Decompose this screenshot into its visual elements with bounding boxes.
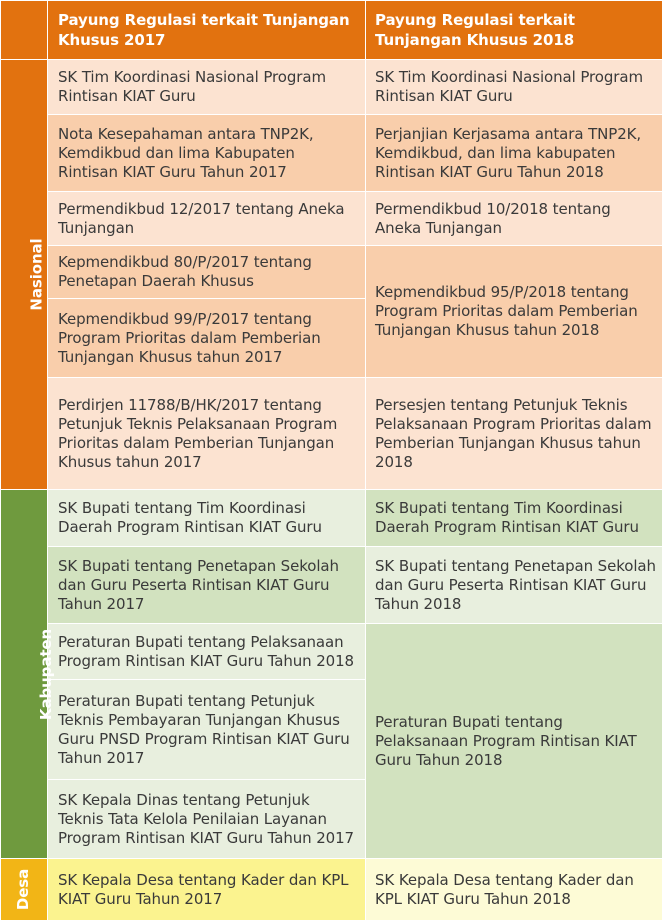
nasional-2017-row-6: Perdirjen 11788/B/HK/2017 tentang Petunjuk Teknis Pelaksanaan Program Prioritas dalam Pemberian Tunjangan Khusus tahun 2017 [48,378,366,490]
nasional-2018-row-1: SK Tim Koordinasi Nasional Program Rintisan KIAT Guru [366,60,662,115]
section-kabupaten-label: Kabupaten [37,628,56,719]
section-desa [1,859,48,921]
nasional-2018-row-3: Permendikbud 10/2018 tentang Aneka Tunjangan [366,192,662,246]
nasional-2017-row-2: Nota Kesepahaman antara TNP2K, Kemdikbud dan lima Kabupaten Rintisan KIAT Guru Tahun 2017 [48,115,366,192]
kabupaten-2017-row-5: SK Kepala Dinas tentang Petunjuk Teknis Tata Kelola Penilaian Layanan Program Rintisan KIAT Guru Tahun 2017 [48,780,366,859]
nasional-2017-row-5: Kepmendikbud 99/P/2017 tentang Program Prioritas dalam Pemberian Tunjangan Khusus tahun 2017 [48,299,366,378]
header-corner [1,1,48,60]
header-2018: Payung Regulasi terkait Tunjangan Khusus 2018 [366,1,662,60]
kabupaten-2018-row-3: Peraturan Bupati tentang Pelaksanaan Program Rintisan KIAT Guru Tahun 2018 [366,624,662,859]
nasional-2017-row-3: Permendikbud 12/2017 tentang Aneka Tunjangan [48,192,366,246]
header-2017: Payung Regulasi terkait Tunjangan Khusus 2017 [48,1,366,60]
nasional-2017-row-1: SK Tim Koordinasi Nasional Program Rintisan KIAT Guru [48,60,366,115]
kabupaten-2017-row-1: SK Bupati tentang Tim Koordinasi Daerah Program Rintisan KIAT Guru [48,490,366,547]
kabupaten-2018-row-2: SK Bupati tentang Penetapan Sekolah dan Guru Peserta Rintisan KIAT Guru Tahun 2018 [366,547,662,624]
desa-2018-row-1: SK Kepala Desa tentang Kader dan KPL KIAT Guru Tahun 2018 [366,859,662,921]
nasional-2017-row-4: Kepmendikbud 80/P/2017 tentang Penetapan Daerah Khusus [48,246,366,299]
nasional-2018-row-4: Kepmendikbud 95/P/2018 tentang Program Prioritas dalam Pemberian Tunjangan Khusus tahun 2018 [366,246,662,378]
nasional-2018-row-2: Perjanjian Kerjasama antara TNP2K, Kemdikbud, dan lima kabupaten Rintisan KIAT Guru Tahun 2018 [366,115,662,192]
kabupaten-2017-row-3: Peraturan Bupati tentang Pelaksanaan Program Rintisan KIAT Guru Tahun 2018 [48,624,366,680]
section-nasional [1,60,48,490]
section-kabupaten [1,490,48,859]
section-nasional-label: Nasional [28,238,47,310]
kabupaten-2017-row-4: Peraturan Bupati tentang Petunjuk Teknis Pembayaran Tunjangan Khusus Guru PNSD Program Rintisan KIAT Guru Tahun 2017 [48,680,366,780]
desa-2017-row-1: SK Kepala Desa tentang Kader dan KPL KIAT Guru Tahun 2017 [48,859,366,921]
nasional-2018-row-6: Persesjen tentang Petunjuk Teknis Pelaksanaan Program Prioritas dalam Pemberian Tunjangan Khusus tahun 2018 [366,378,662,490]
kabupaten-2018-row-1: SK Bupati tentang Tim Koordinasi Daerah Program Rintisan KIAT Guru [366,490,662,547]
kabupaten-2017-row-2: SK Bupati tentang Penetapan Sekolah dan Guru Peserta Rintisan KIAT Guru Tahun 2017 [48,547,366,624]
section-desa-label: Desa [15,869,34,910]
